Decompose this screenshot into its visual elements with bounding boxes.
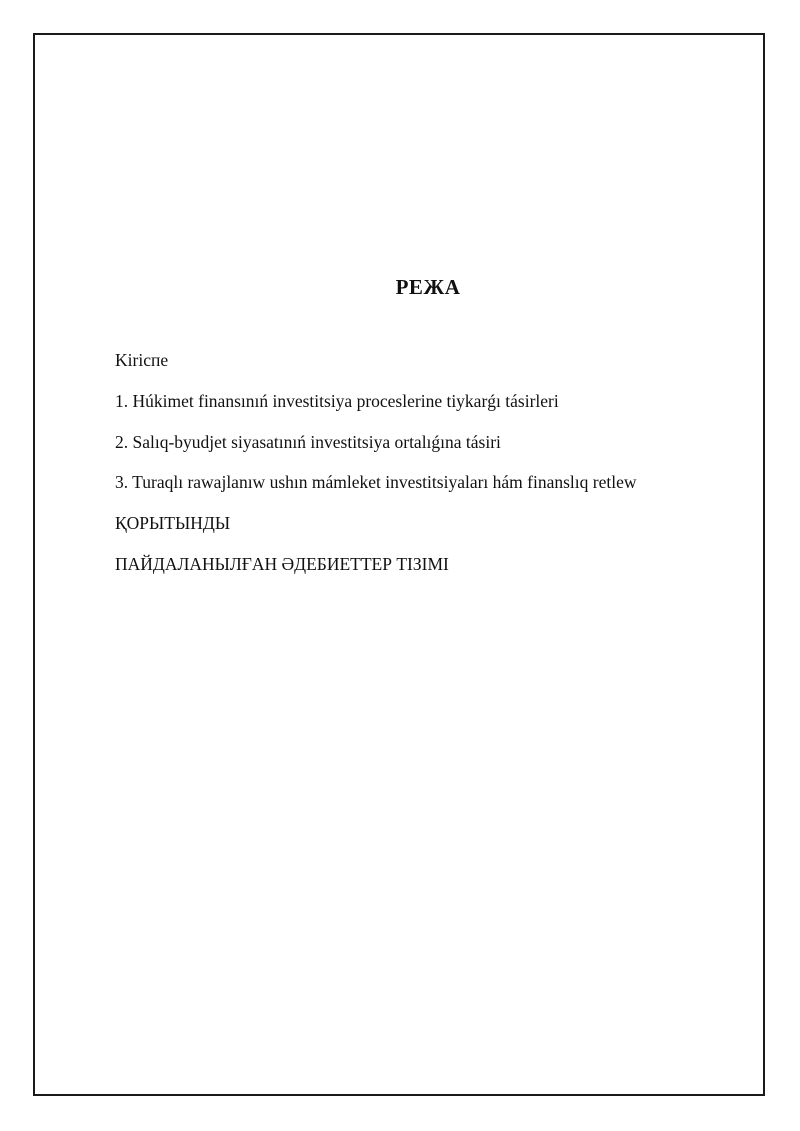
toc-references: ПАЙДАЛАНЫЛҒАН ӘДЕБИЕТТЕР ТІЗІМІ (115, 553, 449, 574)
table-of-contents (115, 349, 637, 594)
document-title: РЕЖА (395, 275, 461, 299)
toc-introduction: Kiriспе (115, 350, 169, 370)
toc-section-1: 1. Húkimet finansınıń investitsiya proceslerine tiykarǵı tásirleri (115, 390, 559, 411)
toc-conclusion: ҚОРЫТЫНДЫ (115, 513, 231, 534)
toc-section-3: 3. Turaqlı rawajlanıw ushın mámleket investitsiyaları hám finanslıq retlew (115, 472, 637, 493)
toc-section-2: 2. Salıq-byudjet siyasatınıń investitsiya ortalıǵına tásiri (115, 431, 501, 452)
